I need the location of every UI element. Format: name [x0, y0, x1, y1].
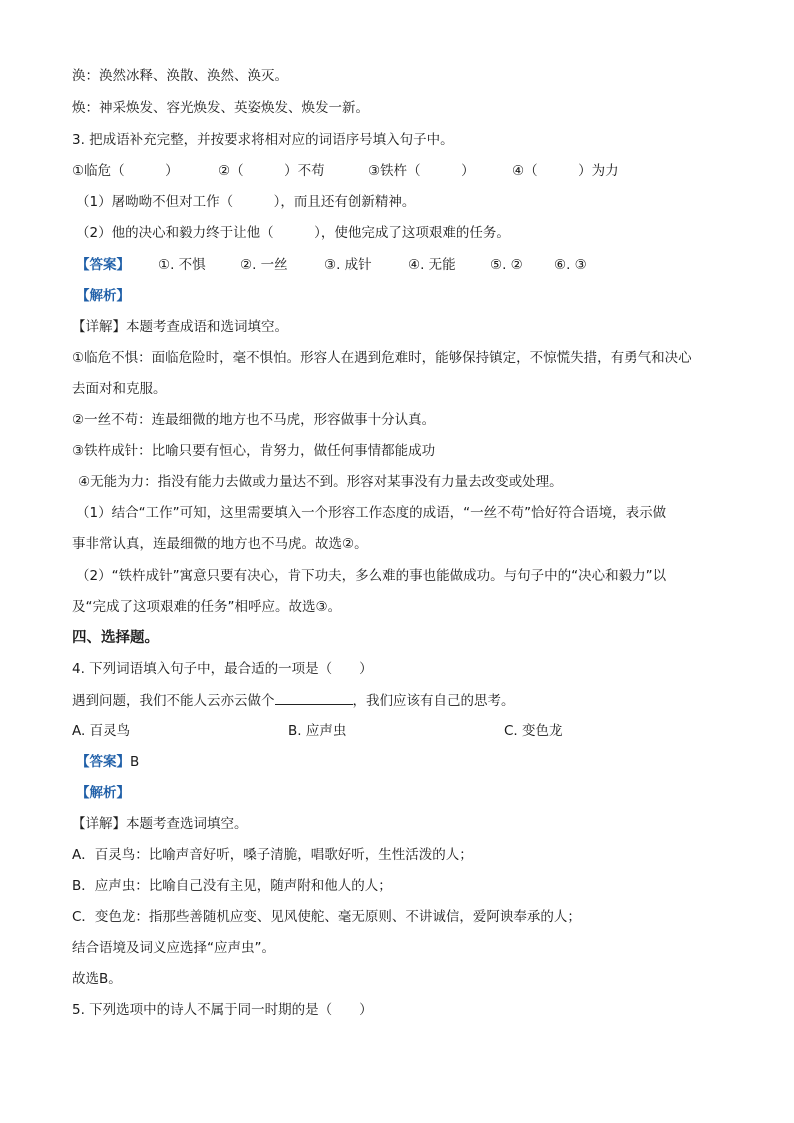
q3-option-4: ④（ ）为力 [512, 163, 619, 179]
explanation-1b: 去面对和克服。 [72, 381, 167, 397]
analysis-label: 【解析】 [76, 785, 130, 801]
answer-item-6: ⑥. ③ [554, 257, 587, 273]
question-4-answer-row [72, 752, 722, 772]
analysis-label: 【解析】 [76, 288, 130, 304]
question-5-title: 5. 下列选项中的诗人不属于同一时期的是（ ） [72, 1002, 373, 1018]
explanation-4: ④无能为力：指没有能力去做或力量达不到。形容对某事没有力量去改变或处理。 [78, 474, 563, 490]
section-heading-4: 四、选择题。 [72, 630, 159, 646]
text-line-huan-2: 焕：神采焕发、容光焕发、英姿焕发、焕发一新。 [72, 100, 369, 116]
q3-option-2: ②（ ）不苟 [218, 163, 325, 179]
q4-sentence-part-1: 遇到问题，我们不能人云亦云做个 [72, 693, 275, 709]
question-4-detail: 【详解】本题考查选词填空。 [72, 816, 248, 832]
explanation-6a: （2）“铁杵成针”寓意只要有决心，肯下功夫，多么难的事也能做成功。与句子中的“决心和毅力”以 [76, 568, 667, 584]
q4-explanation-c: C．变色龙：指那些善随机应变、见风使舵、毫无原则、不讲诚信，爱阿谀奉承的人； [72, 909, 581, 925]
answer-item-2: ②. 一丝 [240, 257, 288, 273]
answer-item-4: ④. 无能 [408, 257, 456, 273]
answer-item-1: ①. 不惧 [158, 257, 206, 273]
explanation-3: ③铁杵成针：比喻只要有恒心，肯努力，做任何事情都能成功 [72, 443, 436, 459]
q4-choice: 故选B。 [72, 971, 122, 987]
explanation-5a: （1）结合“工作”可知，这里需要填入一个形容工作态度的成语，“一丝不苟”恰好符合语境，表示做 [76, 505, 667, 521]
q3-option-1: ①临危（ ） [72, 163, 179, 179]
fill-in-blank [275, 690, 353, 705]
question-4-answer: B [130, 754, 140, 770]
question-3-title: 3. 把成语补充完整，并按要求将相对应的词语序号填入句子中。 [72, 132, 454, 148]
q4-conclusion: 结合语境及词义应选择“应声虫”。 [72, 940, 275, 956]
question-3-sentence-2: （2）他的决心和毅力终于让他（ ），使他完成了这项艰难的任务。 [76, 225, 510, 241]
q4-option-b: B. 应声虫 [288, 723, 347, 739]
explanation-1a: ①临危不惧：面临危险时，毫不惧怕。形容人在遇到危难时，能够保持镇定，不惊慌失措，有勇气和决心 [72, 350, 692, 366]
explanation-5b: 事非常认真，连最细微的地方也不马虎。故选②。 [72, 536, 368, 552]
question-4-sentence [72, 690, 722, 711]
answer-label: 【答案】 [76, 257, 130, 273]
q4-option-a: A. 百灵鸟 [72, 723, 131, 739]
answer-item-5: ⑤. ② [490, 257, 523, 273]
explanation-6b: 及“完成了这项艰难的任务”相呼应。故选③。 [72, 599, 342, 615]
q3-option-3: ③铁杵（ ） [368, 163, 475, 179]
question-3-sentence-1: （1）屠呦呦不但对工作（ ），而且还有创新精神。 [76, 194, 416, 210]
q4-option-c: C. 变色龙 [504, 723, 563, 739]
answer-item-3: ③. 成针 [324, 257, 372, 273]
answer-label: 【答案】 [76, 754, 130, 770]
q4-explanation-b: B．应声虫：比喻自己没有主见，随声附和他人的人； [72, 878, 392, 894]
explanation-2: ②一丝不苟：连最细微的地方也不马虎，形容做事十分认真。 [72, 412, 436, 428]
question-3-detail: 【详解】本题考查成语和选词填空。 [72, 319, 288, 335]
text-line-huan-1: 涣：涣然冰释、涣散、涣然、涣灭。 [72, 68, 288, 84]
q4-explanation-a: A．百灵鸟：比喻声音好听，嗓子清脆，唱歌好听，生性活泼的人； [72, 847, 473, 863]
question-4-title: 4. 下列词语填入句子中，最合适的一项是（ ） [72, 661, 373, 677]
q4-sentence-part-2: ，我们应该有自己的思考。 [352, 693, 515, 709]
